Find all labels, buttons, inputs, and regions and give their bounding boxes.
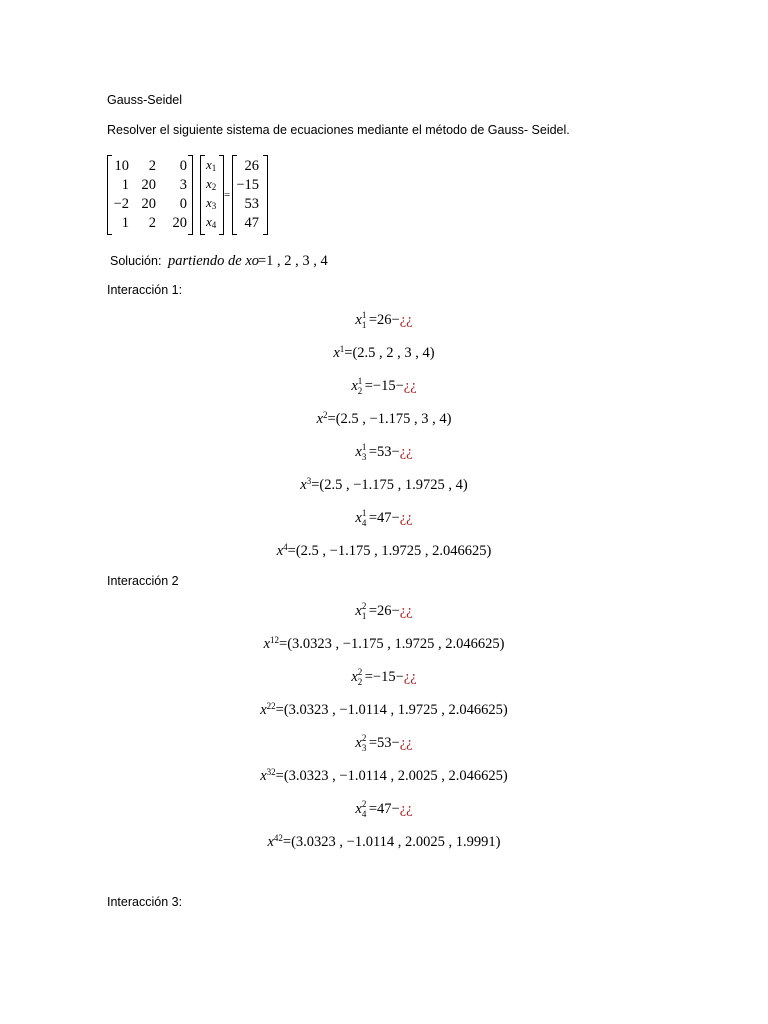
iteration-equation — [0, 544, 768, 559]
solution-text: partiendo de xo — [168, 253, 260, 269]
equation-rhs: =47− — [368, 801, 400, 817]
equation-subscript: 1 — [361, 320, 367, 330]
equation-indices — [361, 442, 369, 462]
equation-rhs: =(2.5 , 2 , 3 , 4) — [344, 345, 435, 361]
iteration-equation — [0, 478, 768, 493]
equation-variable: x — [355, 510, 362, 526]
intro-paragraph: Resolver el siguiente sistema de ecuaciones mediante el método de Gauss- Seidel. — [107, 123, 570, 137]
iteration-label: Interacción 1: — [107, 283, 183, 297]
equation-variable: x — [260, 768, 267, 784]
equation-superscript: 2 — [357, 667, 363, 677]
vector-x — [200, 155, 224, 235]
matrix-a-right-bracket — [188, 155, 193, 235]
equation-error-glyphs: ¿¿ — [403, 378, 417, 394]
matrix-a-cell: 20 — [172, 215, 187, 231]
iteration-label: Interacción 3: — [107, 895, 183, 909]
equation-error-glyphs: ¿¿ — [399, 801, 413, 817]
equation-superscript: 1 — [357, 376, 363, 386]
equals-sign: = — [224, 189, 231, 201]
equation-rhs: =−15− — [364, 669, 404, 685]
equation-rhs: =26− — [368, 603, 400, 619]
equation-subscript: 4 — [361, 809, 367, 819]
equation-indices — [361, 601, 369, 621]
matrix-a-cell: 2 — [148, 215, 156, 231]
iteration-equation — [0, 601, 768, 621]
equation-rhs: =47− — [368, 510, 400, 526]
equation-superscript: 2 — [361, 799, 367, 809]
iteration-equation — [0, 835, 768, 850]
equation-error-glyphs: ¿¿ — [399, 312, 413, 328]
equation-superscript: 1 — [361, 508, 367, 518]
vector-x-subscript: 2 — [211, 182, 217, 193]
equation-superscript: 22 — [266, 701, 276, 712]
equation-subscript: 3 — [361, 743, 367, 753]
equation-superscript: 42 — [273, 833, 283, 844]
vector-x-var: x — [206, 195, 212, 210]
equation-superscript: 1 — [361, 442, 367, 452]
iteration-equation — [0, 703, 768, 718]
matrix-a-cell: 20 — [141, 196, 156, 212]
vector-x-cell — [206, 176, 217, 193]
matrix-a-cell: 0 — [179, 196, 187, 212]
matrix-a-cell: 0 — [179, 158, 187, 174]
equation-error-glyphs: ¿¿ — [399, 510, 413, 526]
vector-b — [232, 155, 268, 235]
equation-rhs: =(3.0323 , −1.0114 , 2.0025 , 1.9991) — [282, 834, 501, 850]
equation-superscript: 1 — [361, 310, 367, 320]
equation-variable: x — [276, 543, 284, 559]
document-title: Gauss-Seidel — [107, 93, 183, 107]
equation-variable: x — [355, 603, 362, 619]
equation-error-glyphs: ¿¿ — [403, 669, 417, 685]
equation-rhs: =(3.0323 , −1.175 , 1.9725 , 2.046625) — [279, 636, 505, 652]
equation-variable: x — [355, 312, 362, 328]
equation-variable: x — [300, 477, 307, 493]
equation-variable: x — [267, 834, 274, 850]
solution-label: Solución: — [110, 254, 162, 268]
equation-rhs: =(2.5 , −1.175 , 1.9725 , 2.046625) — [287, 543, 492, 559]
equation-rhs: =−15− — [364, 378, 404, 394]
vector-x-left-bracket — [200, 155, 205, 235]
vector-b-right-bracket — [263, 155, 268, 235]
iteration-equation — [0, 310, 768, 330]
matrix-a-cell: 3 — [179, 177, 187, 193]
vector-x-cell — [206, 157, 217, 174]
iteration-equation — [0, 346, 768, 361]
matrix-a-cell: 1 — [121, 177, 129, 193]
equation-subscript: 1 — [361, 611, 367, 621]
equation-indices — [361, 799, 369, 819]
equation-superscript: 2 — [323, 410, 328, 421]
equation-subscript: 2 — [357, 386, 363, 396]
equation-variable: x — [355, 801, 362, 817]
equation-superscript: 1 — [339, 344, 345, 355]
iteration-equation — [0, 376, 768, 396]
equation-superscript: 2 — [361, 733, 367, 743]
equation-variable: x — [260, 702, 267, 718]
equation-error-glyphs: ¿¿ — [399, 444, 413, 460]
equation-rhs: =53− — [368, 444, 400, 460]
equation-variable: x — [351, 669, 358, 685]
equation-subscript: 3 — [361, 452, 367, 462]
iteration-equation — [0, 442, 768, 462]
vector-b-cell: 53 — [244, 196, 259, 212]
matrix-a-cell: 1 — [121, 215, 129, 231]
equation-rhs: =(3.0323 , −1.0114 , 1.9725 , 2.046625) — [275, 702, 508, 718]
equation-superscript: 2 — [361, 601, 367, 611]
vector-x-var: x — [206, 214, 212, 229]
vector-x-subscript: 3 — [211, 201, 217, 212]
equation-superscript: 12 — [270, 635, 280, 646]
vector-b-cell: 26 — [244, 158, 259, 174]
matrix-a — [107, 155, 193, 235]
vector-x-subscript: 4 — [211, 220, 217, 231]
matrix-a-cell: 20 — [141, 177, 156, 193]
iteration-equation — [0, 508, 768, 528]
equation-superscript: 3 — [306, 476, 312, 487]
equation-rhs: =(2.5 , −1.175 , 1.9725 , 4) — [311, 477, 468, 493]
vector-b-cell: 47 — [244, 215, 259, 231]
equation-rhs: =(3.0323 , −1.0114 , 2.0025 , 2.046625) — [275, 768, 508, 784]
equation-indices — [361, 508, 369, 528]
equation-rhs: =(2.5 , −1.175 , 3 , 4) — [327, 411, 452, 427]
equation-variable: x — [316, 411, 324, 427]
equation-variable: x — [333, 345, 340, 361]
solution-values: =1 , 2 , 3 , 4 — [258, 253, 328, 269]
equation-variable: x — [355, 735, 362, 751]
matrix-a-cell: −2 — [113, 196, 129, 212]
equation-rhs: =26− — [368, 312, 400, 328]
vector-x-var: x — [206, 157, 212, 172]
iteration-equation — [0, 412, 768, 427]
iteration-equation — [0, 637, 768, 652]
iteration-equation — [0, 733, 768, 753]
equation-indices — [361, 733, 369, 753]
matrix-a-left-bracket — [107, 155, 112, 235]
equation-variable: x — [355, 444, 362, 460]
matrix-a-cell: 10 — [114, 158, 129, 174]
equation-subscript: 2 — [357, 677, 363, 687]
vector-b-cell: −15 — [236, 177, 259, 193]
equation-indices — [357, 376, 365, 396]
vector-x-cell — [206, 195, 217, 212]
equation-variable: x — [351, 378, 358, 394]
equation-rhs: =53− — [368, 735, 400, 751]
vector-b-left-bracket — [232, 155, 237, 235]
iteration-equation — [0, 769, 768, 784]
iteration-equation — [0, 667, 768, 687]
iteration-equation — [0, 799, 768, 819]
iteration-label: Interacción 2 — [107, 574, 179, 588]
equation-indices — [357, 667, 365, 687]
equation-superscript: 4 — [283, 542, 288, 553]
equation-indices — [361, 310, 369, 330]
vector-x-cell — [206, 214, 217, 231]
equation-superscript: 32 — [266, 767, 276, 778]
equation-error-glyphs: ¿¿ — [399, 735, 413, 751]
equation-subscript: 4 — [361, 518, 367, 528]
equation-variable: x — [263, 636, 271, 652]
matrix-a-cell: 2 — [148, 158, 156, 174]
equation-error-glyphs: ¿¿ — [399, 603, 413, 619]
vector-x-subscript: 1 — [211, 163, 217, 174]
vector-x-var: x — [206, 176, 212, 191]
